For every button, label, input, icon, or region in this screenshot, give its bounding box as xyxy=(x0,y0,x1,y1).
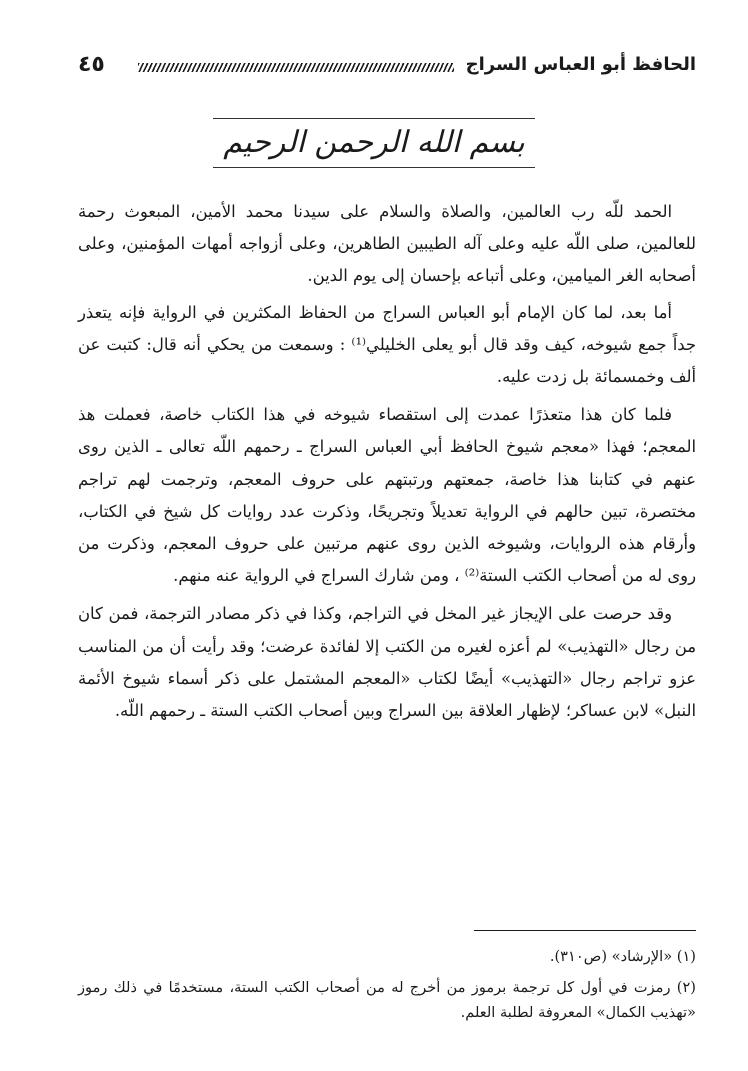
header-hatched-rule xyxy=(138,63,454,72)
paragraph-purpose: أما بعد، لما كان الإمام أبو العباس السراج من الحفاظ المكثرين في الرواية فإنه يتعذر جداً جمع شيوخه، كيف وقد قال أبو يعلى الخليلي⁽¹⁾ : وسمعت من يحكي أنه قال: كتبت عن ألف وخمسمائة بل زدت عليه. xyxy=(78,302,696,387)
paragraph-method: فلما كان هذا متعذرًا عمدت إلى استقصاء شيوخه في هذا الكتاب خاصة، فعملت هذ المعجم؛ فهذا «معجم شيوخ الحافظ أبي العباس السراج ـ رحمهم اللّه تعالى ـ الذين روى عنهم في كتابنا هذا خاصة، جمعتهم ورتبتهم على حروف المعجم، وترجمت لهم تراجم مختصرة، تبين حالهم في الرواية تعديلاً وتجريحًا، وذكرت عدد روايات كل شيخ في الكتاب، وأرقام هذه الروايات، وشيوخه الذين روى عنهم مرتبين على حروف المعجم، وذكرت من روى له من أصحاب الكتب الستة⁽²⁾ ، ومن شارك السراج في الرواية عنه منهم. xyxy=(78,405,696,586)
footnote-1: (١) «الإرشاد» (ص٣١٠). xyxy=(549,948,696,965)
paragraph-brevity: وقد حرصت على الإيجاز غير المخل في التراجم، وكذا في ذكر مصادر الترجمة، فمن كان من رجال «التهذيب» لم أعزه لغيره من الكتب إلا لفائدة عرضت؛ وقد رأيت أن من المناسب عزو تراجم رجال «التهذيب» أيضًا لكتاب «المعجم المشتمل على ذكر أسماء شيوخ الأئمة النبل» لابن عساكر؛ لإظهار العلاقة بين السراج وبين أصحاب الكتب الستة ـ رحمهم اللّه. xyxy=(78,604,696,721)
page-number: ٤٥ xyxy=(78,51,105,77)
footnote-separator xyxy=(474,930,696,931)
running-title: الحافظ أبو العباس السراج xyxy=(465,53,696,75)
footnote-2: (٢) رمزت في أول كل ترجمة برموز من أخرج له من أصحاب الكتب الستة، مستخدمًا في ذلك رموز «تهذيب الكمال» المعروفة لطلبة العلم. xyxy=(78,979,696,1021)
running-header xyxy=(78,46,696,82)
paragraph-intro: الحمد للّه رب العالمين، والصلاة والسلام على سيدنا محمد الأمين، المبعوث رحمة للعالمين، صلى اللّه عليه وعلى آله الطيبين الطاهرين، وعلى أزواجه أمهات المؤمنين، وعلى أصحابه الغر الميامين، وعلى أتباعه بإحسان إلى يوم الدين. xyxy=(78,202,696,286)
main-text xyxy=(78,196,696,733)
footnotes xyxy=(78,944,696,1031)
basmala-text: بسم الله الرحمن الرحيم xyxy=(213,118,535,168)
basmala-calligraphy xyxy=(200,112,548,174)
